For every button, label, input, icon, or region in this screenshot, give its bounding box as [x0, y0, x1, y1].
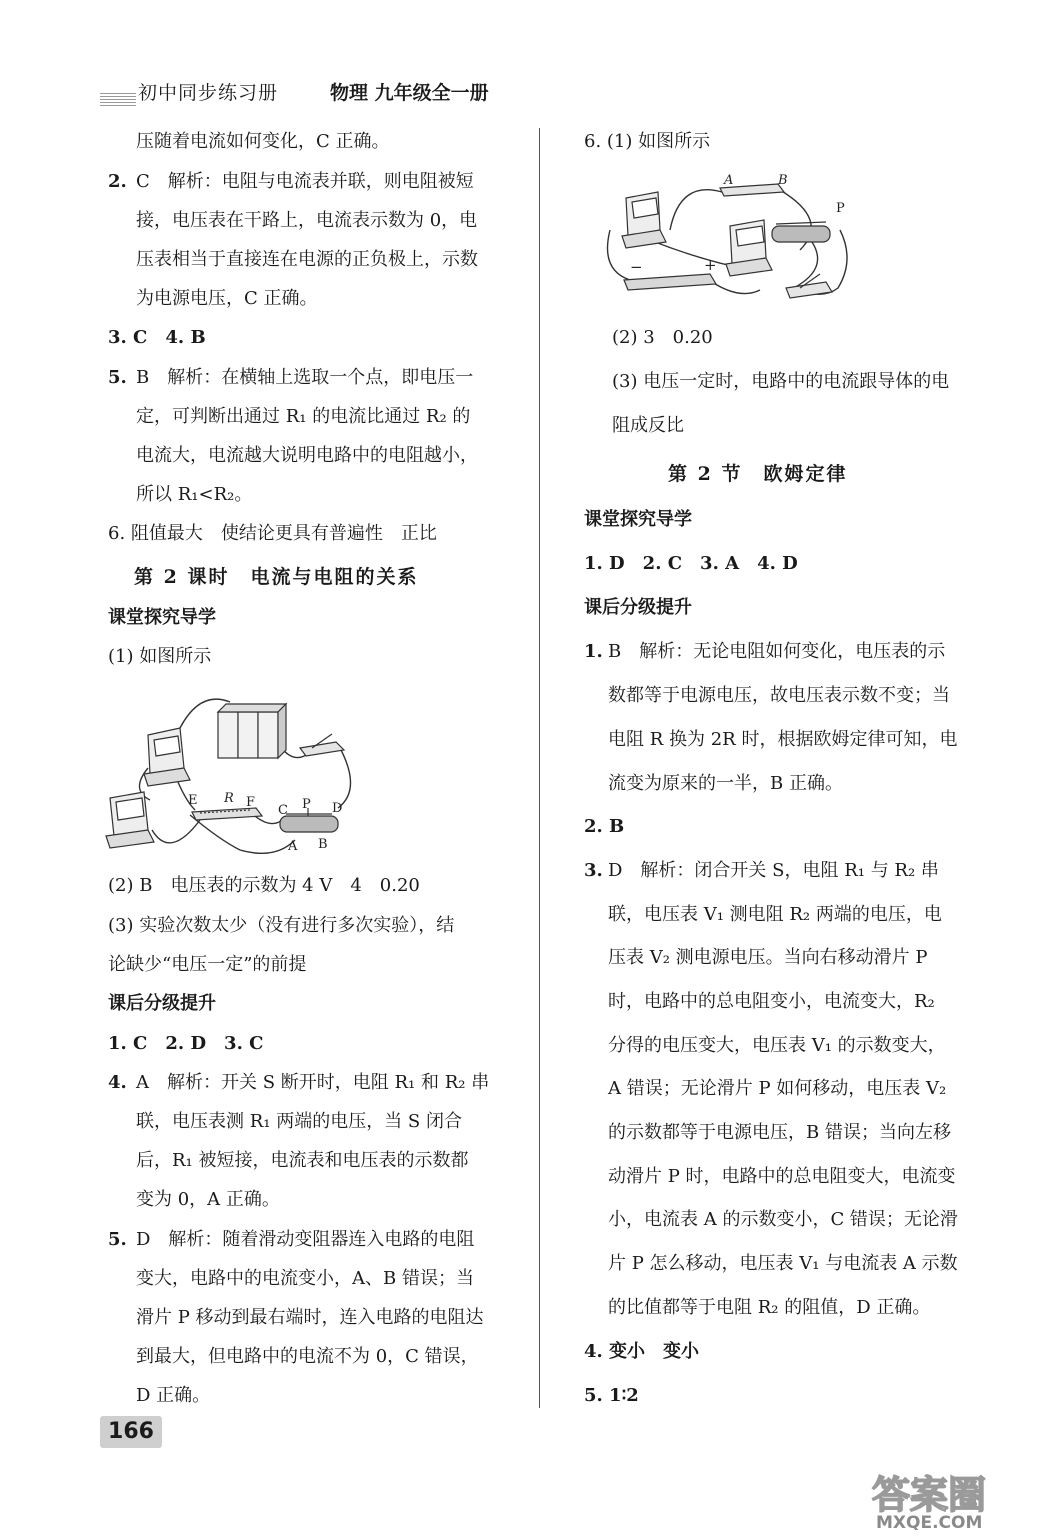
text-line: C 解析：电阻与电流表并联，则电阻被短	[136, 171, 474, 192]
header-decoration	[100, 92, 136, 106]
text-line: 滑片 P 移动到最右端时，连入电路的电阻达	[136, 1307, 484, 1328]
watermark-logo	[866, 1468, 1046, 1530]
page-number: 166	[100, 1416, 162, 1448]
text-line: 压随着电流如何变化，C 正确。	[136, 131, 390, 152]
answer-line: 3. C 4. B	[108, 327, 206, 348]
text-line: A 解析：开关 S 断开时，电阻 R₁ 和 R₂ 串	[136, 1072, 490, 1093]
answer-line: 2. B	[584, 816, 625, 837]
label-d: D	[332, 801, 343, 816]
label-p: P	[836, 201, 845, 216]
text-line: 6. (1) 如图所示	[584, 131, 711, 152]
label-e: E	[188, 793, 198, 808]
lesson-title: 第 2 课时 电流与电阻的关系	[134, 566, 419, 588]
text-line: 的示数都等于电源电压，B 错误；当向左移	[608, 1122, 951, 1143]
column-divider	[539, 128, 540, 1408]
answer-line: 6. 阻值最大 使结论更具有普遍性 正比	[108, 523, 437, 544]
subsection-title: 课后分级提升	[584, 597, 692, 618]
question-number: 4.	[108, 1072, 127, 1093]
text-line: 动滑片 P 时，电路中的总电阻变大，电流变	[608, 1166, 956, 1187]
text-line: (3) 电压一定时，电路中的电流跟导体的电	[612, 371, 950, 392]
watermark-url: MXQE.COM	[876, 1513, 983, 1530]
text-line: 阻成反比	[612, 415, 684, 436]
label-minus: −	[630, 258, 643, 276]
label-b: B	[778, 173, 788, 188]
text-line: 片 P 怎么移动，电压表 V₁ 与电流表 A 示数	[608, 1253, 958, 1274]
answer-line: 1. D 2. C 3. A 4. D	[584, 553, 798, 574]
text-line: 定，可判断出通过 R₁ 的电流比通过 R₂ 的	[136, 406, 471, 427]
text-line: D 解析：随着滑动变阻器连入电路的电阻	[136, 1229, 475, 1250]
label-c: C	[278, 803, 288, 818]
text-line: 为电源电压，C 正确。	[136, 288, 318, 309]
text-line: 到最大，但电路中的电流不为 0，C 错误，	[136, 1346, 479, 1367]
text-line: A 错误；无论滑片 P 如何移动，电压表 V₂	[608, 1078, 947, 1099]
text-line: 电阻 R 换为 2R 时，根据欧姆定律可知，电	[608, 729, 958, 750]
question-number: 5.	[108, 1229, 127, 1250]
section-title: 第 2 节 欧姆定律	[668, 463, 848, 485]
text-line: 的比值都等于电阻 R₂ 的阻值，D 正确。	[608, 1297, 931, 1318]
label-plus: +	[704, 256, 717, 274]
text-line: 压表相当于直接连在电源的正负极上，示数	[136, 249, 478, 270]
answer-line: 5. 1∶2	[584, 1385, 639, 1406]
text-line: B 解析：在横轴上选取一个点，即电压一	[136, 367, 474, 388]
circuit-diagram-left	[100, 690, 360, 860]
label-r: R	[224, 791, 234, 806]
label-p: P	[302, 797, 311, 812]
page-header	[100, 76, 520, 112]
subsection-title: 课后分级提升	[108, 993, 216, 1014]
text-line: (1) 如图所示	[108, 646, 212, 667]
text-line: 联，电压表 V₁ 测电阻 R₂ 两端的电压，电	[608, 904, 942, 925]
text-line: B 解析：无论电阻如何变化，电压表的示	[608, 641, 946, 662]
text-line: 分得的电压变大，电压表 V₁ 的示数变大，	[608, 1035, 946, 1056]
text-line: 数都等于电源电压，故电压表示数不变；当	[608, 685, 950, 706]
text-line: 小，电流表 A 的示数变小，C 错误；无论滑	[608, 1209, 958, 1230]
text-line: 联，电压表测 R₁ 两端的电压，当 S 闭合	[136, 1111, 462, 1132]
text-line: (2) B 电压表的示数为 4 V 4 0.20	[108, 875, 420, 896]
question-number: 1.	[584, 641, 603, 662]
text-line: 压表 V₂ 测电源电压。当向右移动滑片 P	[608, 947, 928, 968]
question-number: 3.	[584, 860, 603, 881]
subject-title: 物理 九年级全一册	[330, 82, 489, 104]
text-line: 论缺少“电压一定”的前提	[108, 954, 307, 975]
text-line: 所以 R₁<R₂。	[136, 484, 253, 505]
text-line: 接，电压表在干路上，电流表示数为 0，电	[136, 210, 478, 231]
circuit-diagram-right	[600, 170, 850, 305]
answer-line: 1. C 2. D 3. C	[108, 1033, 264, 1054]
subsection-title: 课堂探究导学	[584, 509, 692, 530]
watermark-text: 答案圈	[872, 1473, 987, 1517]
text-line: 后，R₁ 被短接，电流表和电压表的示数都	[136, 1150, 469, 1171]
question-number: 2.	[108, 171, 127, 192]
text-line: 流变为原来的一半，B 正确。	[608, 773, 843, 794]
label-f: F	[246, 795, 256, 810]
text-line: D 解析：闭合开关 S，电阻 R₁ 与 R₂ 串	[608, 860, 939, 881]
text-line: D 正确。	[136, 1385, 211, 1406]
text-line: (3) 实验次数太少（没有进行多次实验），结	[108, 915, 455, 936]
book-title: 初中同步练习册	[138, 82, 279, 104]
label-b: B	[318, 837, 328, 852]
subsection-title: 课堂探究导学	[108, 607, 216, 628]
text-line: 变为 0，A 正确。	[136, 1189, 280, 1210]
question-number: 5.	[108, 367, 127, 388]
text-line: 变大，电路中的电流变小，A、B 错误；当	[136, 1268, 474, 1289]
text-line: 时，电路中的总电阻变小，电流变大，R₂	[608, 991, 935, 1012]
label-a: A	[288, 839, 298, 854]
text-line: 电流大，电流越大说明电路中的电阻越小，	[136, 445, 478, 466]
label-a: A	[724, 173, 734, 188]
answer-line: 4. 变小 变小	[584, 1341, 700, 1362]
text-line: (2) 3 0.20	[612, 327, 713, 348]
